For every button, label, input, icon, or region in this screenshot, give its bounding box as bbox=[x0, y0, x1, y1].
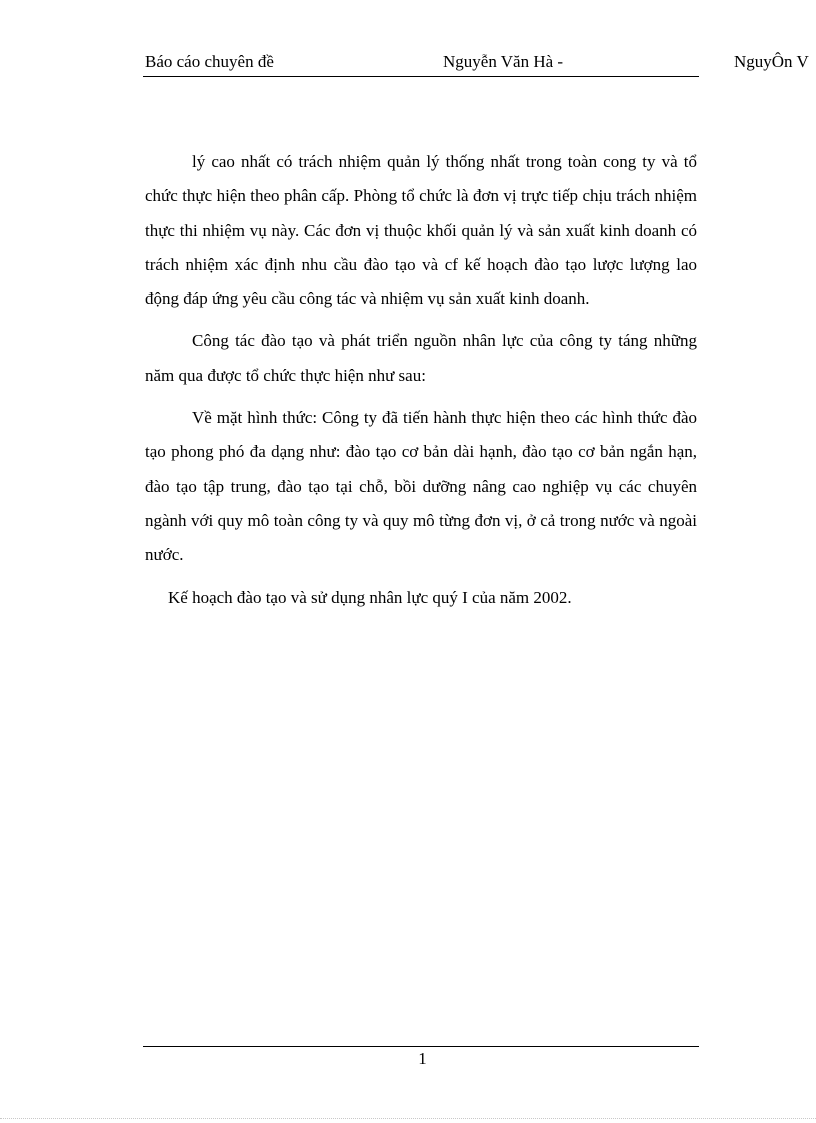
paragraph-4: Kế hoạch đào tạo và sử dụng nhân lực quý I của năm 2002. bbox=[168, 587, 572, 607]
document-body bbox=[145, 145, 697, 623]
header-report-title: Báo cáo chuyên đề bbox=[145, 52, 274, 71]
header-rule bbox=[143, 76, 699, 77]
header-author-name: Nguyễn Văn Hà - bbox=[443, 52, 564, 71]
paragraph-1: lý cao nhất có trách nhiệm quản lý thống nhất trong toàn cong ty và tổ chức thực hiện theo phân cấp. Phòng tổ chức là đơn vị trực tiếp chịu trách nhiệm thực thi nhiệm vụ này. Các đơn vị thuộc khối quản lý và sản xuất kinh doanh có trách nhiệm xác định nhu cầu đào tạo và cf kế hoạch đào tạo lược lượng lao động đáp ứng yêu cầu công tác và nhiệm vụ sản xuất kinh doanh. bbox=[145, 152, 697, 309]
footer-rule bbox=[143, 1046, 699, 1047]
paragraph-3: Về mặt hình thức: Công ty đã tiến hành thực hiện theo các hình thức đào tạo phong phó đa dạng như: đào tạo cơ bản dài hạnh, đào tạo cơ bản ngắn hạn, đào tạo tập trung, đào tạo tại chỗ, bồi dưỡng nâng cao nghiệp vụ các chuyên ngành với quy mô toàn công ty và quy mô từng đơn vị, ở cả trong nước và ngoài nước. bbox=[145, 408, 697, 565]
page-bottom-border bbox=[0, 1118, 816, 1119]
header-author-truncated: NguyÔn V bbox=[734, 52, 809, 71]
page-header bbox=[0, 52, 816, 78]
page-number: 1 bbox=[418, 1049, 427, 1068]
paragraph-2: Công tác đào tạo và phát triển nguồn nhân lực của công ty táng những năm qua được tổ chức thực hiện như sau: bbox=[145, 331, 697, 385]
